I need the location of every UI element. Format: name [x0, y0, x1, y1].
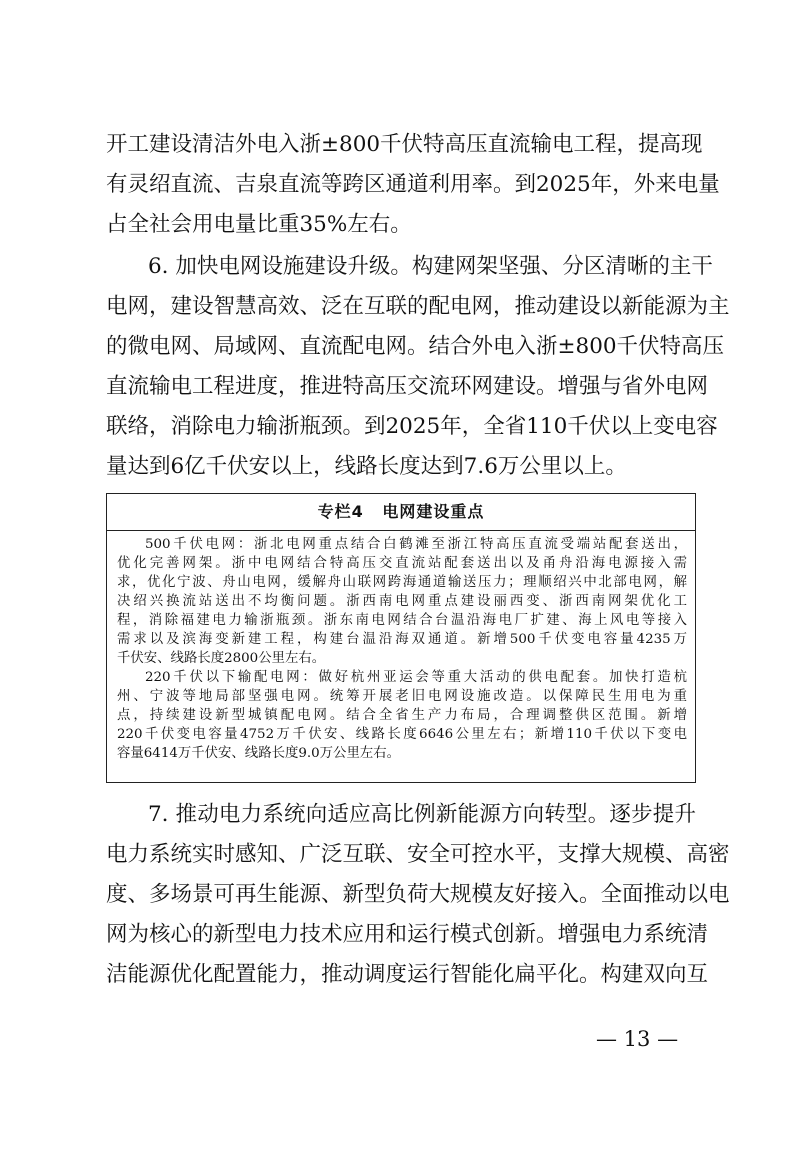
column-line-8: 220千伏以下输配电网：做好杭州亚运会等重大活动的供电配套。加快打造杭 [145, 670, 687, 685]
column-line-5: 程，消除福建电力输浙瓶颈。浙东南电网结合台温沿海电厂扩建、海上风电等接入 [117, 613, 687, 628]
section-7-heading-line: 7. 推动电力系统向适应高比例新能源方向转型。逐步提升 [148, 802, 696, 827]
body-line-7: 直流输电工程进度，推进特高压交流环网建设。增强与省外电网 [106, 374, 709, 399]
page-number: — 13 — [596, 1027, 679, 1051]
column-line-7: 千伏安、线路长度2800公里左右。 [117, 651, 326, 666]
body-line-1: 开工建设清洁外电入浙±800千伏特高压直流输电工程，提高现 [106, 132, 703, 157]
column-line-10: 点，持续建设新型城镇配电网。结合全省生产力布局，合理调整供区范围。新增 [117, 708, 687, 723]
column-header [107, 494, 695, 531]
column-line-9: 州、宁波等地局部坚强电网。统筹开展老旧电网设施改造。以保障民生用电为重 [117, 689, 687, 704]
body-line-11: 电力系统实时感知、广泛互联、安全可控水平，支撑大规模、高密 [106, 842, 730, 867]
column-line-4: 决绍兴换流站送出不均衡问题。浙西南电网重点建设丽西变、浙西南网架优化工 [117, 594, 687, 609]
column-box [106, 493, 696, 783]
column-line-11: 220千伏变电容量4752万千伏安、线路长度6646公里左右；新增110千伏以下变电 [117, 727, 687, 742]
column-number: 专栏4 [317, 502, 364, 521]
section-6-heading-line: 6. 加快电网设施建设升级。构建网架坚强、分区清晰的主干 [148, 254, 713, 279]
body-line-12: 度、多场景可再生能源、新型负荷大规模友好接入。全面推动以电 [106, 882, 730, 907]
body-line-9: 量达到6亿千伏安以上，线路长度达到7.6万公里以上。 [106, 454, 627, 479]
body-line-5: 电网，建设智慧高效、泛在互联的配电网，推动建设以新能源为主 [106, 294, 730, 319]
column-title: 电网建设重点 [382, 502, 485, 521]
column-line-1: 500千伏电网：浙北电网重点结合白鹤滩至浙江特高压直流受端站配套送出， [145, 537, 687, 552]
body-line-6: 的微电网、局域网、直流配电网。结合外电入浙±800千伏特高压 [106, 334, 725, 359]
column-line-3: 求，优化宁波、舟山电网，缓解舟山联网跨海通道输送压力；理顺绍兴中北部电网，解 [117, 575, 687, 590]
body-line-8: 联络，消除电力输浙瓶颈。到2025年，全省110千伏以上变电容 [106, 414, 718, 439]
column-line-2: 优化完善网架。浙中电网结合特高压交直流站配套送出以及甬舟沿海电源接入需 [117, 556, 687, 571]
body-line-3: 占全社会用电量比重35%左右。 [106, 212, 412, 237]
column-line-12: 容量6414万千伏安、线路长度9.0万公里左右。 [117, 746, 401, 761]
body-line-13: 网为核心的新型电力技术应用和运行模式创新。增强电力系统清 [106, 922, 709, 947]
column-line-6: 需求以及滨海变新建工程，构建台温沿海双通道。新增500千伏变电容量4235万 [117, 632, 687, 647]
body-line-2: 有灵绍直流、吉泉直流等跨区通道利用率。到2025年，外来电量 [106, 172, 720, 197]
body-line-14: 洁能源优化配置能力，推动调度运行智能化扁平化。构建双向互 [106, 962, 709, 987]
